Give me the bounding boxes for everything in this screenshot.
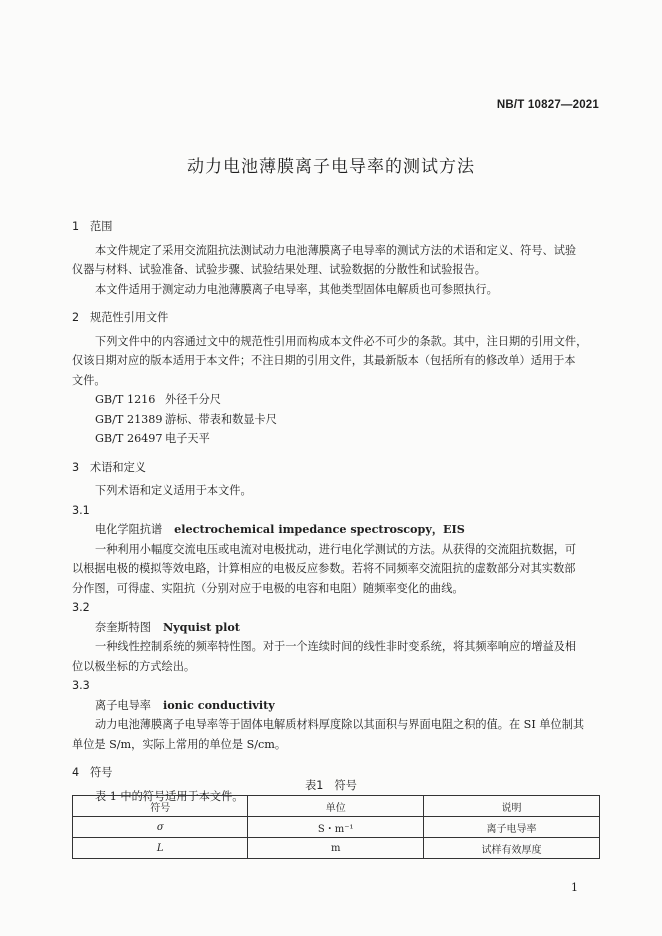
normative-reference xyxy=(72,429,600,449)
page-number: 1 xyxy=(571,881,578,894)
paragraph-line: 文件。 xyxy=(72,373,106,387)
paragraph-line: 仅该日期对应的版本适用于本文件；不注日期的引用文件，其最新版本（包括所有的修改单）适用于本 xyxy=(72,354,576,367)
paragraph-line: 表 1 中的符号适用于本文件。 xyxy=(95,789,244,803)
reference-code: GB/T 21389 xyxy=(95,412,163,426)
reference-name: 外径千分尺 xyxy=(165,393,221,406)
section-number: 4 xyxy=(72,766,80,779)
description-cell: 离子电导率 xyxy=(423,817,599,838)
column-header: 符号 xyxy=(73,796,248,817)
term-number: 3.2 xyxy=(72,601,90,614)
document-title: 动力电池薄膜离子电导率的测试方法 xyxy=(187,157,475,177)
reference-name: 电子天平 xyxy=(165,432,210,445)
unit-cell: S・m⁻¹ xyxy=(248,817,423,838)
paragraph-line: 下列术语和定义适用于本文件。 xyxy=(95,484,252,497)
column-header: 说明 xyxy=(423,796,599,817)
term-chinese: 奈奎斯特图 xyxy=(95,620,151,634)
paragraph-line: 仪器与材料、试验准备、试验步骤、试验结果处理、试验数据的分散性和试验报告。 xyxy=(72,263,486,276)
term-english: ionic conductivity xyxy=(162,697,275,712)
paragraph-line: 本文件适用于测定动力电池薄膜离子电导率，其他类型固体电解质也可参照执行。 xyxy=(95,282,498,296)
term-chinese: 离子电导率 xyxy=(95,698,151,712)
symbol-cell: σ xyxy=(73,817,248,838)
definition-line: 分作图，可得虚、实阻抗（分别对应于电极的电容和电阻）随频率变化的曲线。 xyxy=(72,581,464,595)
paragraph-line: 本文件规定了采用交流阻抗法测试动力电池薄膜离子电导率的测试方法的术语和定义、符号、试验 xyxy=(95,243,577,257)
reference-name: 游标、带表和数显卡尺 xyxy=(165,412,277,426)
term-chinese: 电化学阻抗谱 xyxy=(95,523,163,536)
definition-line: 位以极坐标的方式绘出。 xyxy=(72,659,196,673)
description-cell: 试样有效厚度 xyxy=(423,838,599,859)
document-body xyxy=(72,217,600,806)
paragraph-line: 下列文件中的内容通过文中的规范性引用而构成本文件必不可少的条款。其中，注日期的引用文件， xyxy=(95,334,588,348)
unit-cell: m xyxy=(248,838,423,859)
symbol-cell: L xyxy=(73,838,248,859)
definition-line: 单位是 S/m，实际上常用的单位是 S/cm。 xyxy=(72,737,287,751)
definition-line: 以根据电极的模拟等效电路，计算相应的电极反应参数。若将不同频率交流阻抗的虚数部分对其实数部 xyxy=(72,562,576,575)
section-3-heading xyxy=(72,458,600,478)
column-header: 单位 xyxy=(248,796,423,817)
normative-reference xyxy=(72,410,600,430)
table-row xyxy=(73,817,600,838)
section-1-heading xyxy=(72,217,600,237)
section-2-heading xyxy=(72,308,600,328)
table-row xyxy=(73,838,600,859)
definition-line: 动力电池薄膜离子电导率等于固体电解质材料厚度除以其面积与界面电阻之积的值。在 SI 单位制其 xyxy=(95,718,585,731)
term-number: 3.3 xyxy=(72,679,90,692)
section-number: 2 xyxy=(72,311,80,324)
section-number: 1 xyxy=(72,220,80,233)
reference-code: GB/T 26497 xyxy=(95,432,163,445)
table-caption: 表1 符号 xyxy=(305,779,357,792)
section-title: 符号 xyxy=(90,766,113,779)
term-english: Nyquist plot xyxy=(162,619,240,634)
term-english: electrochemical impedance spectroscopy，EIS xyxy=(174,522,465,536)
reference-code: GB/T 1216 xyxy=(95,393,156,406)
section-title: 术语和定义 xyxy=(90,460,146,474)
section-title: 规范性引用文件 xyxy=(90,311,169,324)
section-title: 范围 xyxy=(90,220,113,233)
term-heading xyxy=(72,520,600,540)
section-number: 3 xyxy=(72,460,80,474)
definition-line: 一种线性控制系统的频率特性图。对于一个连续时间的线性非时变系统，将其频率响应的增益及相 xyxy=(95,640,577,653)
term-heading xyxy=(72,696,600,716)
term-number: 3.1 xyxy=(72,503,90,517)
symbols-table xyxy=(72,795,600,859)
normative-reference xyxy=(72,390,600,410)
table-header-row xyxy=(73,796,600,817)
standard-code: NB/T 10827—2021 xyxy=(496,99,599,111)
definition-line: 一种利用小幅度交流电压或电流对电极扰动，进行电化学测试的方法。从获得的交流阻抗数据，可 xyxy=(95,542,577,556)
term-heading xyxy=(72,618,600,638)
